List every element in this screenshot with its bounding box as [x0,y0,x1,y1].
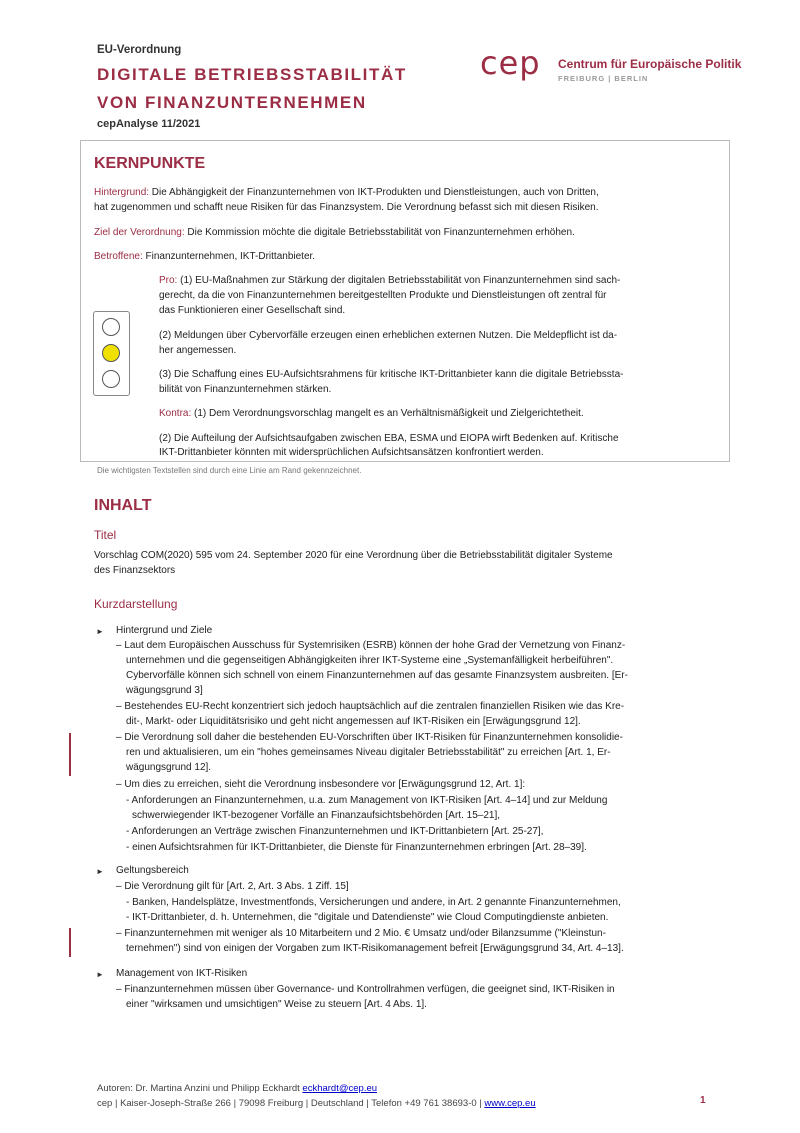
s2-b1: – Die Verordnung gilt für [Art. 2, Art. 3 Abs. 1 Ziff. 15] [116,881,349,892]
logo-name: Centrum für Europäische Politik [558,57,742,71]
titel-heading: Titel [94,528,117,542]
titel-line2: des Finanzsektors [94,565,176,576]
traffic-light-yellow-icon [102,344,120,362]
pro1-line2: gerecht, da die von Finanzunternehmen bereitgestellten Produkte und Dienstleistungen oft zentral für [159,290,607,301]
s2-title: Geltungsbereich [116,865,189,876]
s1-b1-l4: wägungsgrund 3] [126,685,203,696]
s1-b4-s1-l2: schwerwiegender IKT-bezogener Vorfälle an Finanzaufsichtsbehörden [Art. 15–21], [132,810,500,821]
ziel-paragraph [94,226,575,241]
kurzdarstellung-heading: Kurzdarstellung [94,597,178,611]
email-link[interactable]: eckhardt@cep.eu [302,1083,378,1094]
s1-b4-s2: - Anforderungen an Verträge zwischen Finanzunternehmen und IKT-Drittanbietern [Art. 25-27], [126,826,544,837]
contra1-text: (1) Dem Verordnungsvorschlag mangelt es an Verhältnismäßigkeit und Zielgerichtetheit. [191,408,584,419]
s2-b2-l1: – Finanzunternehmen mit weniger als 10 Mitarbeitern und 2 Mio. € Umsatz und/oder Bilanzsumme ("Kleinstun- [116,928,606,939]
s1-b2-l2: dit-, Markt- oder Liquiditätsrisiko und geht nicht angemessen auf IKT-Risiken ein [Erwägungsgrund 12]. [126,716,581,727]
s1-b3-l3: wägungsgrund 12]. [126,762,212,773]
s3-b1-l1: – Finanzunternehmen müssen über Governance- und Kontrollrahmen verfügen, die geeignet sind, IKT-Risiken in [116,984,615,995]
s2-b2-l2: ternehmen") sind von einigen der Vorgaben zum IKT-Risikomanagement befreit [Erwägungsgrund 34, Art. 4–13]. [126,943,624,954]
hintergrund-label: Hintergrund: [94,187,150,198]
betroffene-paragraph [94,250,315,265]
logo-cities: FREIBURG | BERLIN [558,74,649,83]
margin-mark [69,928,71,957]
page-number: 1 [700,1095,706,1106]
betroffene-label: Betroffene: [94,251,143,262]
page-title-line2: VON FINANZUNTERNEHMEN [97,93,367,112]
pro2-line2: her angemessen. [159,345,237,356]
betroffene-text: Finanzunternehmen, IKT-Drittanbieter. [142,251,316,262]
s1-b1-l2: unternehmen und die gegenseitigen Abhängigkeiten ihrer IKT-Systeme eine „Systemanfälligkeit herbeiführen". [126,655,614,666]
s3-b1-l2: einer "wirksamen und umsichtigen" Weise zu steuern [Art. 4 Abs. 1]. [126,999,427,1010]
contra-label: Kontra: [159,408,192,419]
s1-b4-l1: – Um dies zu erreichen, sieht die Verordnung insbesondere vor [Erwägungsgrund 12, Art. 1]: [116,779,526,790]
kernpunkte-heading: KERNPUNKTE [94,155,206,172]
pro1-line1 [159,274,620,289]
ziel-text: Die Kommission möchte die digitale Betriebsstabilität von Finanzunternehmen erhöhen. [184,227,575,238]
hintergrund-line2: hat zugenommen und schafft neue Risiken für das Finanzsystem. Die Verordnung befasst sich mit diesen Risiken. [94,202,599,213]
s1-b2-l1: – Bestehendes EU-Recht konzentriert sich jedoch hauptsächlich auf die zentralen finanziellen Risiken wie das Kre- [116,701,625,712]
pro3-line1: (3) Die Schaffung eines EU-Aufsichtsrahmens für kritische IKT-Drittanbieter kann die digitale Betriebssta- [159,369,624,380]
contra2-line1: (2) Die Aufteilung der Aufsichtsaufgaben zwischen EBA, ESMA und EIOPA wirft Bedenken auf. Kritische [159,433,619,444]
doc-type: EU-Verordnung [97,44,182,56]
pro3-line2: bilität von Finanzunternehmen stärken. [159,384,332,395]
traffic-light-icon [93,311,130,396]
inhalt-heading: INHALT [94,497,152,514]
ziel-label: Ziel der Verordnung: [94,227,185,238]
traffic-light-top-icon [102,318,120,336]
titel-line1: Vorschlag COM(2020) 595 vom 24. September 2020 für eine Verordnung über die Betriebsstabilität digitaler Systeme [94,550,613,561]
pro1-line3: das Funktionieren einer Gesellschaft sind. [159,305,346,316]
s1-title: Hintergrund und Ziele [116,625,213,636]
hintergrund-text1: Die Abhängigkeit der Finanzunternehmen von IKT-Produkten und Dienstleistungen, auch von Dritten, [149,187,599,198]
s1-b1-l1: – Laut dem Europäischen Ausschuss für Systemrisiken (ESRB) können der hohe Grad der Vernetzung von Finanz- [116,640,626,651]
footer-address [97,1098,536,1109]
s1-b4-s3: - einen Aufsichtsrahmen für IKT-Drittanbieter, die Dienste für Finanzunternehmen erbringen [Art. 28–39]. [126,842,587,853]
s2-b1-s1: - Banken, Handelsplätze, Investmentfonds, Versicherungen und andere, in Art. 2 genannte Finanzunternehmen, [126,897,621,908]
contra1 [159,407,584,422]
address-text: cep | Kaiser-Joseph-Straße 266 | 79098 Freiburg | Deutschland | Telefon +49 761 38693-0 | [97,1098,485,1109]
pro2-line1: (2) Meldungen über Cybervorfälle erzeugen einen erheblichen externen Nutzen. Die Meldepflicht ist da- [159,330,618,341]
logo-word: cep [480,44,541,82]
footer-authors [97,1083,377,1094]
hintergrund-line1 [94,186,599,201]
cep-logo [480,44,750,94]
analysis-id: cepAnalyse 11/2021 [97,118,201,130]
pro1-text1: (1) EU-Maßnahmen zur Stärkung der digitalen Betriebsstabilität von Finanzunternehmen sind sach- [177,275,621,286]
pro-label: Pro: [159,275,178,286]
s1-b3-l1: – Die Verordnung soll daher die bestehenden EU-Vorschriften über IKT-Risiken für Finanzunternehmen konsolidie- [116,732,623,743]
margin-mark [69,733,71,776]
footnote: Die wichtigsten Textstellen sind durch eine Linie am Rand gekennzeichnet. [97,466,362,475]
s1-b3-l2: ren und aktualisieren, um ein "hohes gemeinsames Niveau digitaler Betriebsstabilität" zu erreichen [Art. 1, Er- [126,747,611,758]
traffic-light-bottom-icon [102,370,120,388]
page-title-line1: DIGITALE BETRIEBSSTABILITÄT [97,65,407,84]
website-link[interactable]: www.cep.eu [484,1098,536,1109]
contra2-line2: IKT-Drittanbieter könnten mit widersprüchlichen Aufsichtsansätzen konfrontiert werden. [159,447,544,458]
s1-b4-s1-l1: - Anforderungen an Finanzunternehmen, u.a. zum Management von IKT-Risiken [Art. 4–14] und zur Meldung [126,795,608,806]
s1-b1-l3: Cybervorfälle können sich schnell von einem Finanzunternehmen auf das gesamte Finanzsystem ausbreiten. [Er- [126,670,628,681]
s3-title: Management von IKT-Risiken [116,968,248,979]
authors-text: Autoren: Dr. Martina Anzini und Philipp Eckhardt [97,1083,303,1094]
s2-b1-s2: - IKT-Drittanbieter, d. h. Unternehmen, die "digitale und Datendienste" wie Cloud Computingdienste anbieten. [126,912,609,923]
bullet-triangle-icon: ► [96,970,104,979]
bullet-triangle-icon: ► [96,627,104,636]
bullet-triangle-icon: ► [96,867,104,876]
